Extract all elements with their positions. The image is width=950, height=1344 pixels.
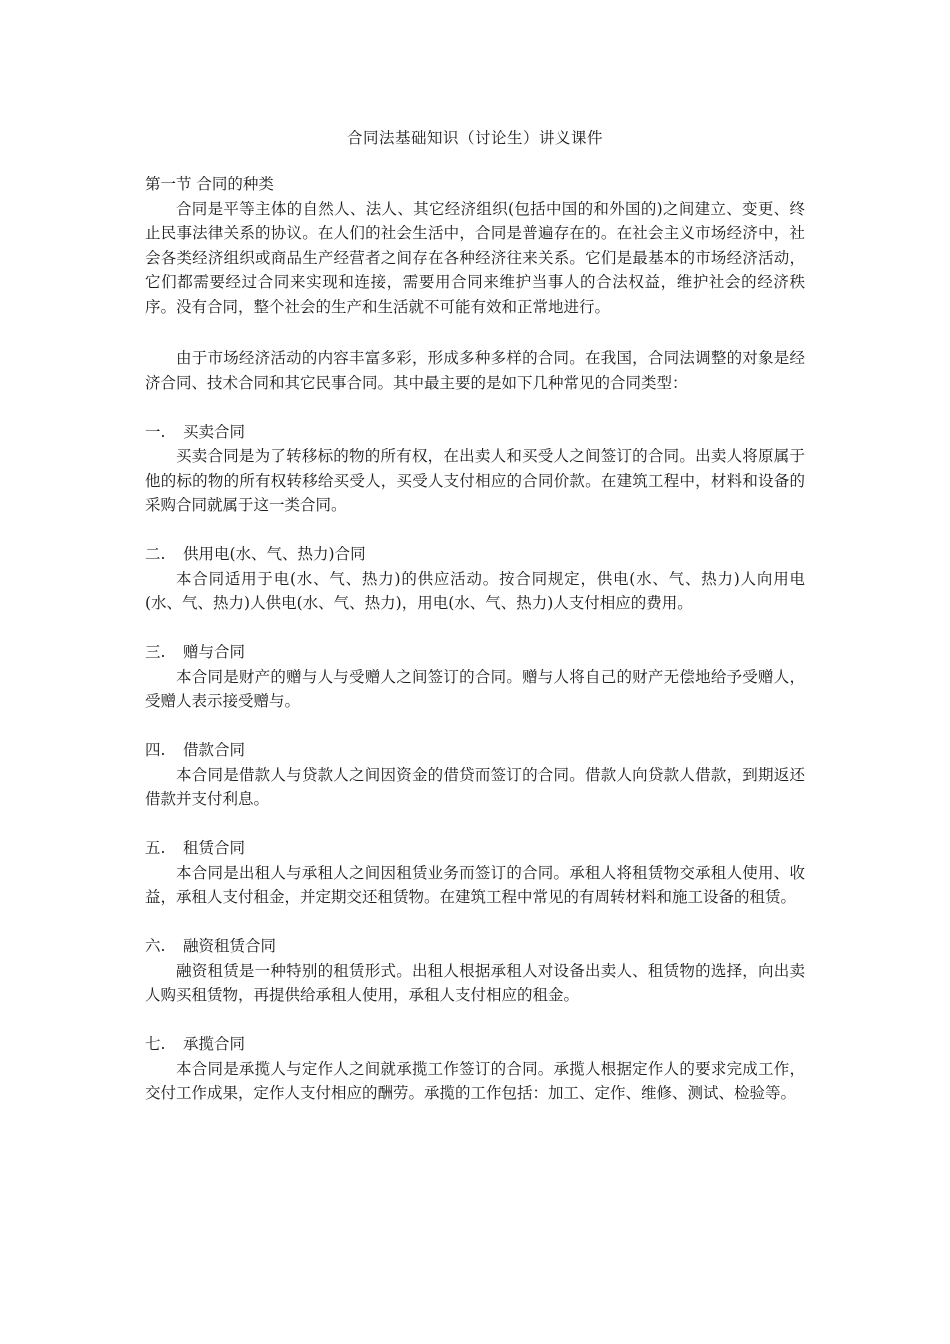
paragraph-spacer [145,1008,805,1033]
contract-type-name: 买卖合同 [183,422,246,441]
contract-type-number: 七. [145,1035,166,1053]
contract-type-text-1: 买卖合同是为了转移标的物的所有权，在出卖人和买受人之间签订的合同。出卖人将原属于他的标的物的所有权转移给买受人，买受人支付相应的合同价款。在建筑工程中，材料和设备的采购合同就属于这一类合同。 [145,447,805,514]
intro-paragraph-1: 合同是平等主体的自然人、法人、其它经济组织(包括中国的和外国的)之间建立、变更、终止民事法律关系的协议。在人们的社会生活中，合同是普遍存在的。在社会主义市场经济中，社会各类经济组织或商品生产经营者之间存在各种经济往来关系。它们是最基本的市场经济活动，它们都需要经过合同来实现和连接，需要用合同来维护当事人的合法权益，维护社会的经济秩序。没有合同，整个社会的生产和生活就不可能有效和正常地进行。 [145,199,805,316]
contract-type-text-7: 本合同是承揽人与定作人之间就承揽工作签订的合同。承揽人根据定作人的要求完成工作，交付工作成果，定作人支付相应的酬劳。承揽的工作包括：加工、定作、维修、测试、检验等。 [145,1059,805,1102]
contract-type-number: 五. [145,839,166,857]
contract-type-number: 三. [145,643,166,661]
contract-type-name: 供用电(水、气、热力)合同 [183,545,366,563]
paragraph-spacer [145,714,805,739]
contract-type-name: 租赁合同 [183,839,246,857]
paragraph-spacer [145,518,805,543]
contract-type-name: 借款合同 [183,741,246,759]
contract-type-heading-2 [145,542,805,567]
contract-type-heading-5 [145,836,805,861]
contract-type-name: 承揽合同 [183,1035,246,1053]
contract-type-number: 六. [145,937,166,955]
contract-type-heading-6 [145,934,805,959]
contract-type-heading-3 [145,640,805,665]
contract-type-number: 四. [145,741,166,759]
contract-type-heading-7 [145,1032,805,1057]
contract-type-name: 融资租赁合同 [183,937,277,955]
contract-type-heading-1 [145,420,805,445]
paragraph-spacer [145,395,805,420]
paragraph-spacer [145,910,805,935]
section-heading: 第一节 合同的种类 [145,175,274,193]
paragraph-spacer [145,812,805,837]
contract-type-number: 二. [145,545,166,563]
contract-type-text-5: 本合同是出租人与承租人之间因租赁业务而签订的合同。承租人将租赁物交承租人使用、收益，承租人支付租金，并定期交还租赁物。在建筑工程中常见的有周转材料和施工设备的租赁。 [145,863,805,906]
paragraph-spacer [145,319,805,346]
paragraph-spacer [145,616,805,641]
intro-paragraph-2: 由于市场经济活动的内容丰富多彩，形成多种多样的合同。在我国，合同法调整的对象是经济合同、技术合同和其它民事合同。其中最主要的是如下几种常见的合同类型： [145,349,805,392]
contract-type-name: 赠与合同 [183,643,246,661]
contract-type-text-3: 本合同是财产的赠与人与受赠人之间签订的合同。赠与人将自己的财产无偿地给予受赠人，受赠人表示接受赠与。 [145,667,805,710]
contract-type-text-2: 本合同适用于电(水、气、热力)的供应活动。按合同规定，供电(水、气、热力)人向用电(水、气、热力)人供电(水、气、热力)，用电(水、气、热力)人支付相应的费用。 [145,569,805,612]
document-title: 合同法基础知识（讨论生）讲义课件 [346,129,603,147]
contract-type-text-6: 融资租赁是一种特别的租赁形式。出租人根据承租人对设备出卖人、租赁物的选择，向出卖人购买租赁物，再提供给承租人使用，承租人支付相应的租金。 [145,961,805,1004]
contract-type-text-4: 本合同是借款人与贷款人之间因资金的借贷而签订的合同。借款人向贷款人借款，到期返还借款并支付利息。 [145,765,805,808]
contract-type-number: 一. [145,422,166,441]
contract-type-heading-4 [145,738,805,763]
document-body [145,172,805,1106]
